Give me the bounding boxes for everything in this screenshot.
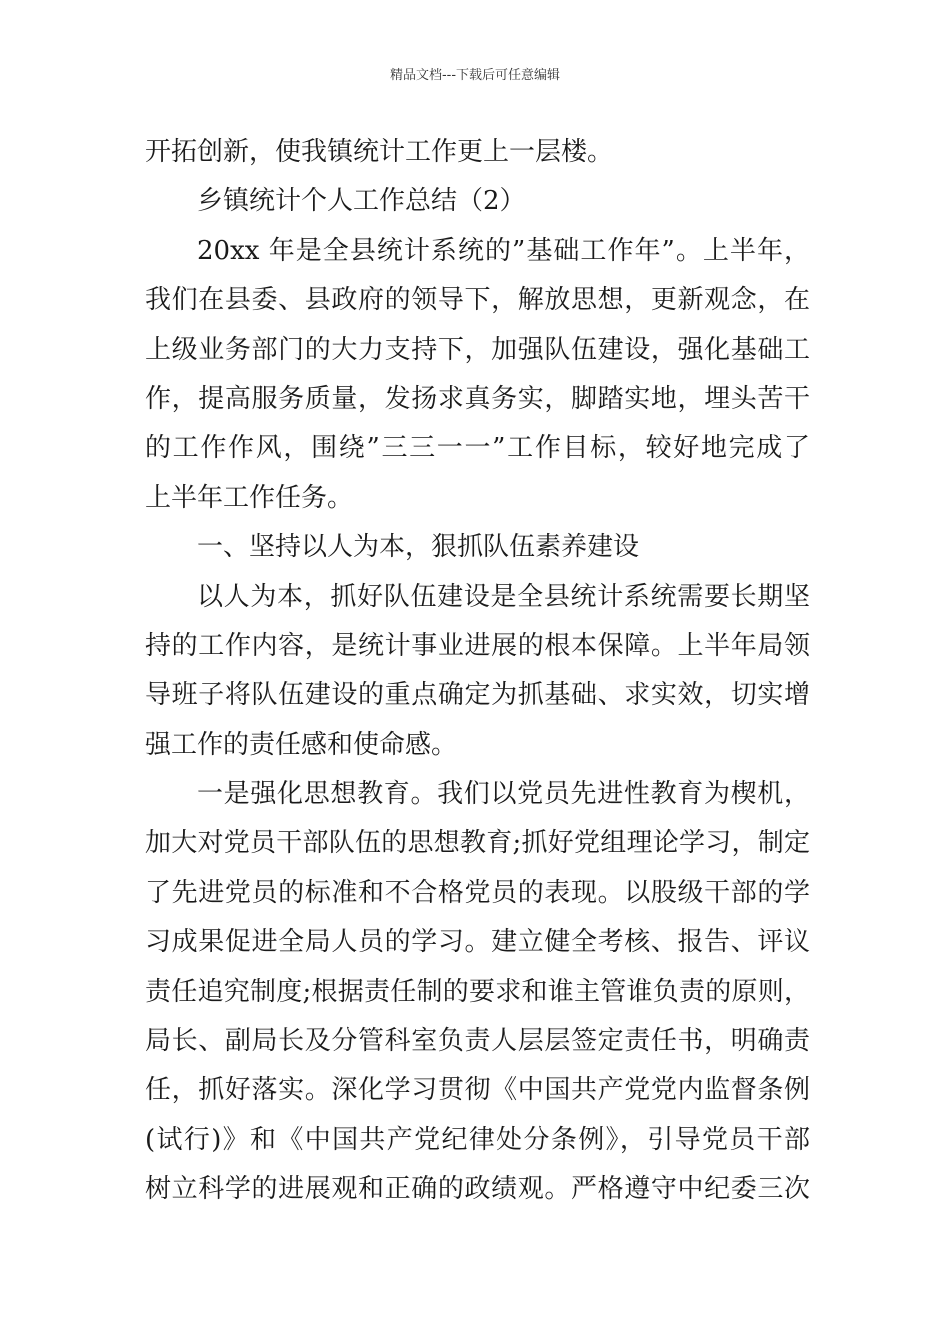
text-line: 加大对党员干部队伍的思想教育;抓好党组理论学习，制定 — [145, 828, 810, 859]
text-line: 乡镇统计个人工作总结（2） — [197, 186, 526, 217]
text-line: 了先进党员的标准和不合格党员的表现。以股级干部的学 — [145, 877, 810, 908]
text-line: 上级业务部门的大力支持下，加强队伍建设，强化基础工 — [145, 334, 810, 365]
page-header: 精品文档---下载后可任意编辑 — [389, 68, 561, 83]
text-line: 责任追究制度;根据责任制的要求和谁主管谁负责的原则， — [145, 976, 810, 1007]
text-line: 我们在县委、县政府的领导下，解放思想，更新观念，在 — [145, 285, 810, 316]
text-line: 任，抓好落实。深化学习贯彻《中国共产党党内监督条例 — [145, 1075, 810, 1106]
text-line: 的工作作风，围绕”三三一一”工作目标，较好地完成了 — [145, 433, 810, 464]
text-line: (试行)》和《中国共产党纪律处分条例》，引导党员干部 — [145, 1124, 810, 1155]
text-line: 习成果促进全局人员的学习。建立健全考核、报告、评议 — [145, 927, 810, 958]
text-line: 树立科学的进展观和正确的政绩观。严格遵守中纪委三次 — [145, 1174, 810, 1205]
text-line: 上半年工作任务。 — [145, 482, 354, 513]
text-line: 局长、副局长及分管科室负责人层层签定责任书，明确责 — [145, 1026, 810, 1057]
text-line: 一是强化思想教育。我们以党员先进性教育为楔机， — [197, 779, 810, 810]
text-line: 以人为本，抓好队伍建设是全县统计系统需要长期坚 — [197, 581, 810, 612]
text-line: 20xx 年是全县统计系统的”基础工作年”。上半年， — [197, 235, 810, 266]
text-line: 作，提高服务质量，发扬求真务实，脚踏实地，埋头苦干 — [145, 383, 810, 414]
text-line: 持的工作内容，是统计事业进展的根本保障。上半年局领 — [145, 630, 810, 661]
text-line: 一、坚持以人为本，狠抓队伍素养建设 — [197, 532, 640, 563]
document-body — [145, 128, 810, 1215]
text-line: 开拓创新，使我镇统计工作更上一层楼。 — [145, 137, 614, 167]
text-line: 强工作的责任感和使命感。 — [145, 729, 458, 760]
text-line: 导班子将队伍建设的重点确定为抓基础、求实效，切实增 — [145, 680, 810, 711]
